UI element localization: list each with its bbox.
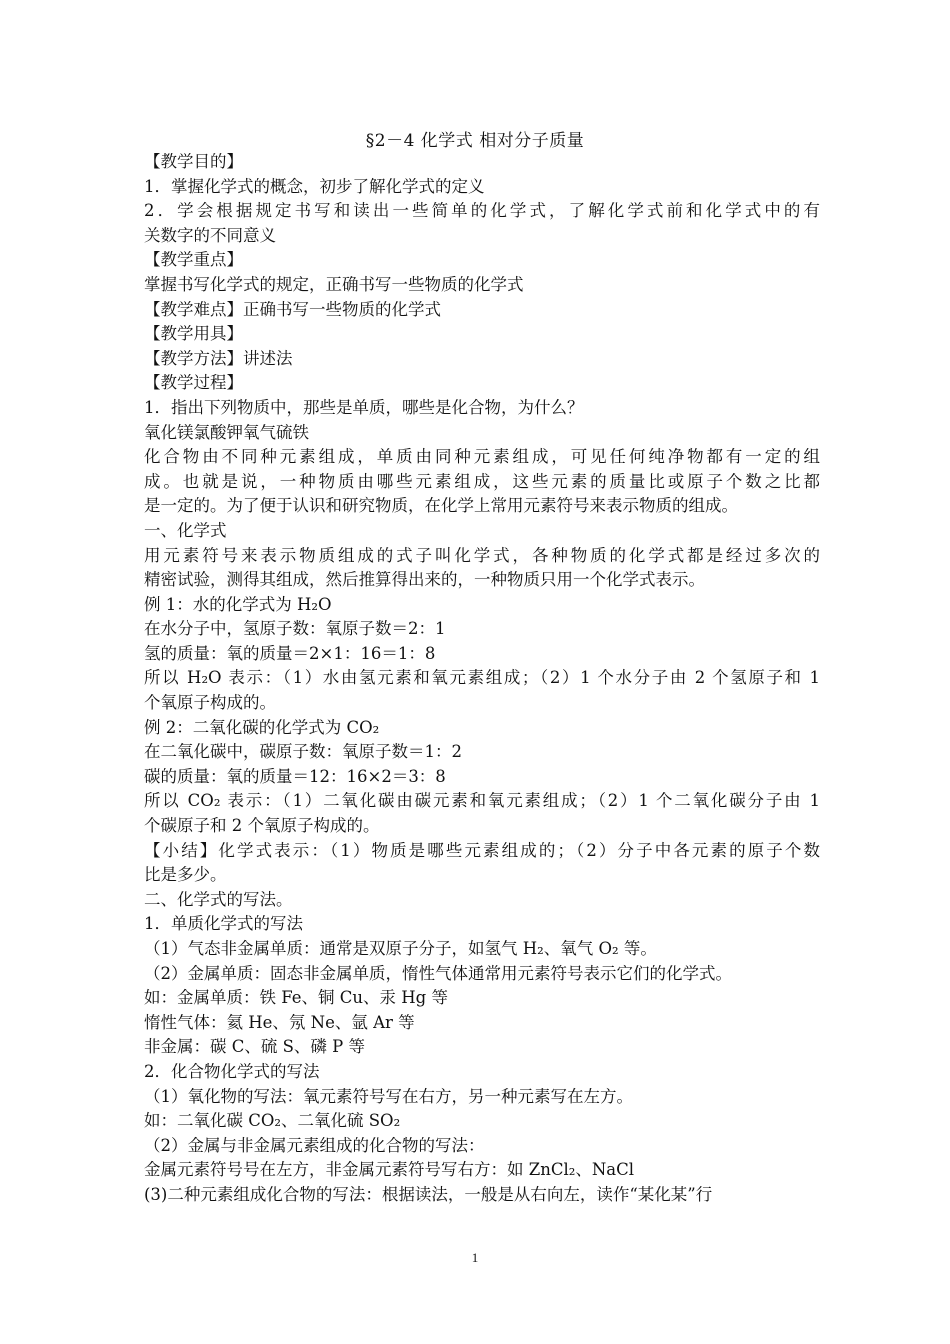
- document-body: [144, 150, 820, 1208]
- text-line: 一、化学式: [144, 520, 227, 540]
- text-line: 【教学过程】: [144, 373, 243, 393]
- text-line: 1．掌握化学式的概念，初步了解化学式的定义: [144, 176, 485, 196]
- text-line: (3)二种元素组成化合物的写法：根据读法，一般是从右向左，读作“某化某”行: [144, 1184, 713, 1204]
- text-line: （2）金属单质：固态非金属单质，惰性气体通常用元素符号表示它们的化学式。: [144, 963, 732, 983]
- text-line: 【教学目的】: [144, 152, 243, 171]
- text-line: 2．化合物化学式的写法: [144, 1061, 320, 1081]
- text-line: 是一定的。为了便于认识和研究物质，在化学上常用元素符号来表示物质的组成。: [144, 496, 738, 516]
- text-line: 非金属：碳 C、硫 S、磷 P 等: [144, 1037, 366, 1057]
- page-number: 1: [471, 1250, 479, 1265]
- text-line: 1．指出下列物质中，那些是单质，哪些是化合物，为什么？: [144, 397, 584, 417]
- text-line: 例 1：水的化学式为 H₂O: [144, 594, 332, 614]
- text-line: 如：二氧化碳 CO₂、二氧化硫 SO₂: [144, 1111, 401, 1131]
- text-line: 【小结】化学式表示：（1）物质是哪些元素组成的；（2）分子中各元素的原子个数: [144, 840, 820, 860]
- text-line: 【教学难点】正确书写一些物质的化学式: [144, 299, 441, 319]
- text-line: 化合物由不同种元素组成，单质由同种元素组成，可见任何纯净物都有一定的组: [144, 447, 820, 467]
- text-line: （1）氧化物的写法：氧元素符号写在右方，另一种元素写在左方。: [144, 1086, 633, 1106]
- text-line: 所以 H₂O 表示：（1）水由氢元素和氧元素组成；（2）1 个水分子由 2 个氢原子和 1: [144, 668, 820, 688]
- text-line: 例 2：二氧化碳的化学式为 CO₂: [144, 717, 380, 737]
- text-line: 二、化学式的写法。: [144, 889, 293, 909]
- text-line: 所以 CO₂ 表示：（1）二氧化碳由碳元素和氧元素组成；（2）1 个二氧化碳分子由 1: [144, 791, 820, 811]
- text-line: 在二氧化碳中，碳原子数：氧原子数＝1：2: [144, 742, 462, 762]
- text-line: 个碳原子和 2 个氧原子构成的。: [144, 816, 380, 836]
- text-line: 比是多少。: [144, 865, 227, 885]
- text-line: （2）金属与非金属元素组成的化合物的写法：: [144, 1135, 485, 1155]
- document-title: §2－4 化学式 相对分子质量: [365, 131, 585, 151]
- text-line: 惰性气体：氦 He、氖 Ne、氩 Ar 等: [144, 1012, 415, 1032]
- text-line: 1．单质化学式的写法: [144, 914, 303, 934]
- text-line: 个氧原子构成的。: [144, 693, 276, 713]
- text-line: 如：金属单质：铁 Fe、铜 Cu、汞 Hg 等: [144, 988, 448, 1008]
- text-line: 氢的质量：氧的质量＝2×1：16＝1：8: [144, 643, 436, 663]
- text-line: 氧化镁氯酸钾氧气硫铁: [144, 422, 309, 442]
- text-line: 掌握书写化学式的规定，正确书写一些物质的化学式: [144, 274, 524, 294]
- text-line: 关数字的不同意义: [144, 225, 276, 245]
- text-line: 【教学重点】: [144, 250, 243, 270]
- text-line: 【教学用具】: [144, 324, 243, 344]
- text-line: 在水分子中，氢原子数：氧原子数＝2：1: [144, 619, 446, 639]
- text-line: 成。也就是说，一种物质由哪些元素组成，这些元素的质量比或原子个数之比都: [144, 471, 820, 491]
- text-line: 【教学方法】讲述法: [144, 348, 293, 368]
- text-line: 金属元素符号号在左方，非金属元素符号写右方：如 ZnCl₂、NaCl: [144, 1160, 635, 1180]
- text-line: 精密试验，测得其组成，然后推算得出来的，一种物质只用一个化学式表示。: [144, 570, 705, 590]
- text-line: 碳的质量：氧的质量＝12：16×2＝3：8: [144, 766, 446, 786]
- text-line: 2．学会根据规定书写和读出一些简单的化学式，了解化学式前和化学式中的有: [144, 201, 820, 221]
- text-line: （1）气态非金属单质：通常是双原子分子，如氢气 H₂、氧气 O₂ 等。: [144, 939, 657, 958]
- text-line: 用元素符号来表示物质组成的式子叫化学式，各种物质的化学式都是经过多次的: [144, 545, 820, 565]
